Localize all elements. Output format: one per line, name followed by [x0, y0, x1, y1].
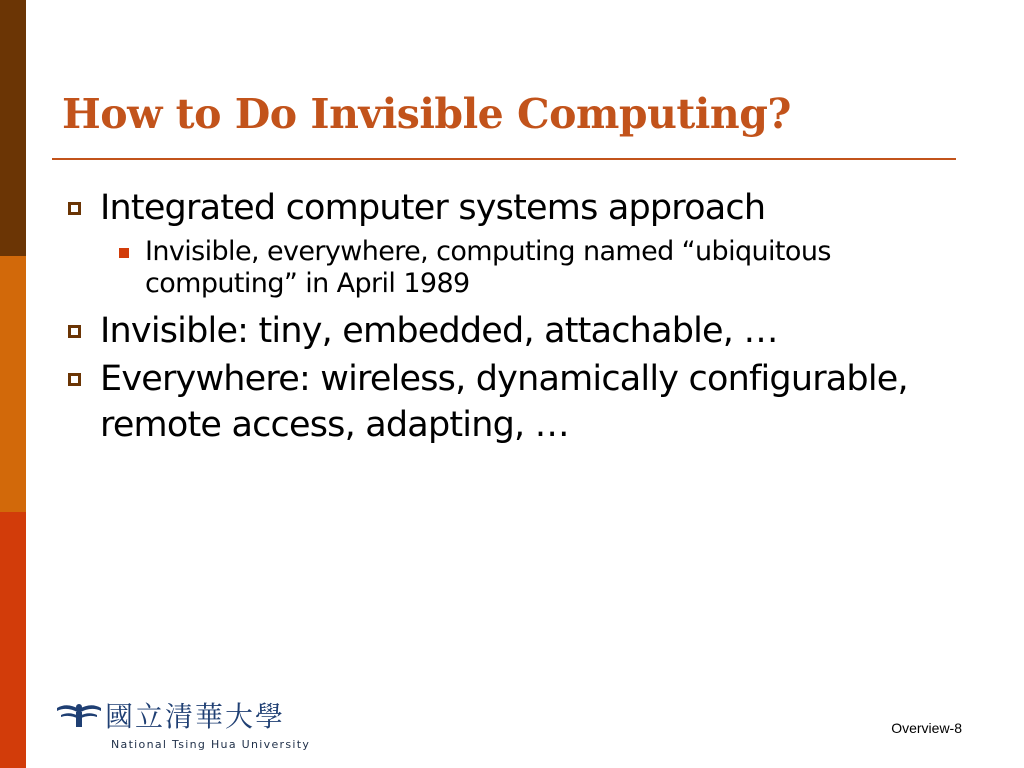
sidebar-segment-dark-brown [0, 0, 26, 256]
sidebar-segment-orange [0, 256, 26, 512]
bullet-text: Integrated computer systems approach [100, 188, 766, 228]
bullet-item [64, 185, 964, 231]
title-divider [52, 158, 956, 160]
hollow-square-bullet-icon [68, 325, 81, 338]
university-logo [55, 700, 315, 756]
slide-title: How to Do Invisible Computing? [62, 90, 791, 138]
bullet-item [64, 356, 964, 448]
bullet-list [64, 185, 964, 450]
bullet-item [64, 308, 964, 354]
sub-bullet-text: Invisible, everywhere, computing named “ubiquitous computing” in April 1989 [145, 236, 831, 299]
bullet-text: Invisible: tiny, embedded, attachable, … [100, 311, 778, 351]
sidebar-segment-red [0, 512, 26, 768]
university-emblem-icon [55, 702, 103, 728]
university-name-english: National Tsing Hua University [111, 738, 311, 751]
hollow-square-bullet-icon [68, 373, 81, 386]
sub-bullet-item [64, 236, 964, 300]
filled-square-bullet-icon [119, 248, 129, 258]
bullet-text: Everywhere: wireless, dynamically configurable, remote access, adapting, … [100, 359, 908, 445]
sidebar-color-bar [0, 0, 26, 768]
hollow-square-bullet-icon [68, 202, 81, 215]
slide-page-label: Overview-8 [891, 720, 962, 736]
university-name-chinese: 國立清華大學 [105, 700, 286, 733]
